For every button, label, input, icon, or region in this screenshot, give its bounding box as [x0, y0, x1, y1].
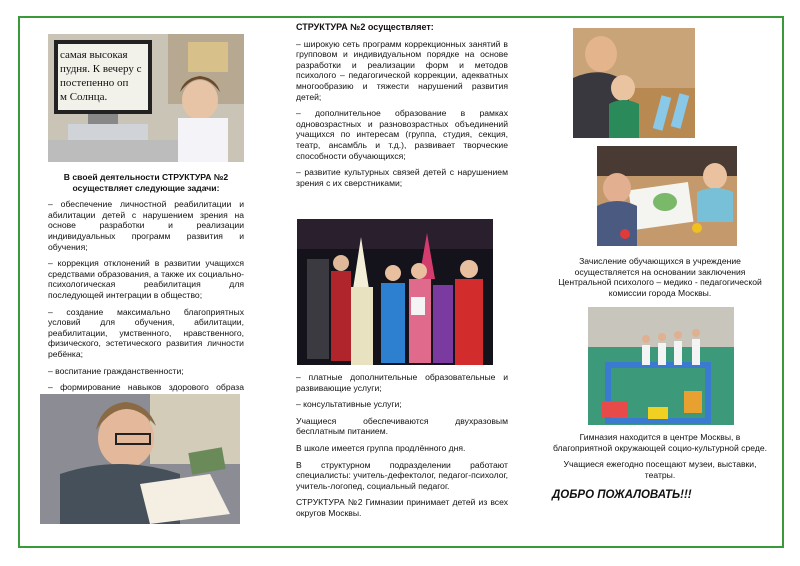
visits-note: Учащиеся ежегодно посещают музеи, выставки, театры.	[563, 459, 757, 480]
service-item: – широкую сеть программ коррекционных занятий в групповом и индивидуальном порядке на основе разработки и реализации форм и методов психолого – педагогической коррекции, адекватных многообразию и тяжести нарушений развития детей;	[296, 38, 508, 102]
task-item: – коррекция отклонений в развитии учащихся средствами образования, а также их социально-психологическая реабилитация для последующей интеграции в общество;	[48, 258, 244, 300]
service-item: – дополнительное образование в рамках одновозрастных и разновозрастных объединений учащихся по интересам (группа, студия, секция, театр, ансамбль и т.д.), развивает творческие способности обучающихся;	[296, 108, 508, 161]
service-item: – консультативные услуги;	[296, 399, 402, 410]
task-item: – обеспечение личностной реабилитации и абилитации детей с нарушением зрения на основе разработки и реализации индивидуальных программ развития и обучения;	[48, 199, 244, 252]
photo-gym-activity	[588, 307, 734, 425]
photo-theatre-performance	[297, 219, 493, 365]
after-school-note: В школе имеется группа продлённого дня.	[296, 442, 466, 453]
task-item: – формирование навыков здорового образа	[48, 382, 244, 393]
photo-teacher-with-child	[573, 28, 695, 138]
column2-title: СТРУКТУРА №2 осуществляет:	[296, 22, 434, 32]
meals-note: Учащиеся обеспечиваются двухразовым бесплатным питанием.	[296, 415, 508, 437]
service-item: – платные дополнительные образовательные и развивающие услуги;	[296, 372, 508, 393]
photo-boy-magnifier-screen	[48, 34, 244, 162]
photo-boy-reading-book	[40, 394, 240, 524]
photo-children-drawing	[597, 146, 737, 246]
magnifier-screen-text: самая высокая пудня. К вечеру с постепенно оп м Солнца.	[60, 49, 142, 103]
tasks-intro: В своей деятельности СТРУКТУРА №2 осуществляет следующие задачи:	[63, 172, 229, 193]
task-item: – воспитание гражданственности;	[48, 365, 184, 376]
specialists-note: В структурном подразделении работают специалисты: учитель-дефектолог, педагог-психолог, учитель-логопед, социальный педагог.	[296, 459, 508, 491]
service-item: – развитие культурных связей детей с нарушением зрения с их сверстниками;	[296, 167, 508, 188]
location-note: Гимназия находится в центре Москвы, в благоприятной окружающей социо-культурной среде.	[552, 432, 768, 453]
task-item: – создание максимально благоприятных условий для обучения, абилитации, реабилитации, умственного, нравственного, физического, эстетического развития личности ребёнка;	[48, 306, 244, 359]
enrollment-note: Зачисление обучающихся в учреждение осуществляется на основании заключения Центральной психолого – медико - педагогической комиссии города Москвы.	[558, 256, 762, 298]
welcome-text: ДОБРО ПОЖАЛОВАТЬ!!!	[552, 489, 692, 502]
admission-note: СТРУКТУРА №2 Гимназии принимает детей из всех округов Москвы.	[296, 497, 508, 518]
